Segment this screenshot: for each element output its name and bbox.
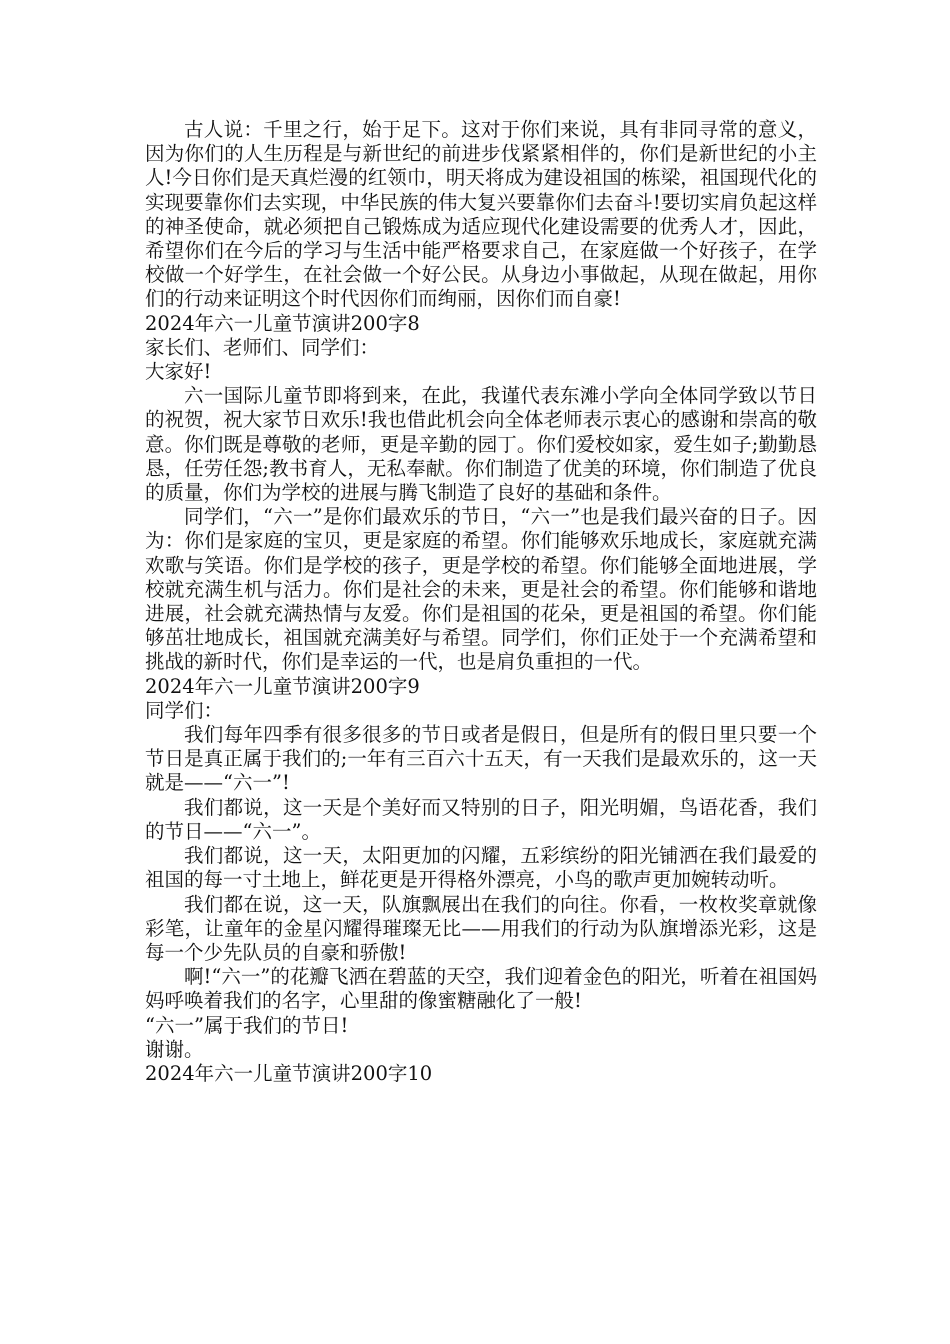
paragraph: 六一国际儿童节即将到来，在此，我谨代表东滩小学向全体同学致以节日的祝贺，祝大家节日欢乐!我也借此机会向全体老师表示衷心的感谢和崇高的敬意。你们既是尊敬的老师，更是辛勤的园丁。你们爱校如家，爱生如子;勤勤恳恳，任劳任怨;教书育人，无私奉献。你们制造了优美的环境，你们制造了优良的质量，你们为学校的进展与腾飞制造了良好的基础和条件。 bbox=[145, 384, 817, 505]
paragraph: 同学们，“六一”是你们最欢乐的节日，“六一”也是我们最兴奋的日子。因为：你们是家庭的宝贝，更是家庭的希望。你们能够欢乐地成长，家庭就充满欢歌与笑语。你们是学校的孩子，更是学校的希望。你们能够全面地进展，学校就充满生机与活力。你们是社会的未来，更是社会的希望。你们能够和谐地进展，社会就充满热情与友爱。你们是祖国的花朵，更是祖国的希望。你们能够茁壮地成长，祖国就充满美好与希望。同学们，你们正处于一个充满希望和挑战的新时代，你们是幸运的一代，也是肩负重担的一代。 bbox=[145, 505, 817, 674]
salutation: 大家好! bbox=[145, 360, 212, 384]
paragraph: 我们都在说，这一天，队旗飘展出在我们的向往。你看，一枚枚奖章就像彩笔，让童年的金星闪耀得璀璨无比——用我们的行动为队旗增添光彩，这是每一个少先队员的自豪和骄傲! bbox=[145, 892, 817, 964]
closing: 谢谢。 bbox=[145, 1037, 204, 1061]
document-body bbox=[145, 118, 817, 1086]
paragraph: 啊!“六一”的花瓣飞洒在碧蓝的天空，我们迎着金色的阳光，听着在祖国妈妈呼唤着我们的名字，心里甜的像蜜糖融化了一般! bbox=[145, 965, 817, 1013]
paragraph: 古人说：千里之行，始于足下。这对于你们来说，具有非同寻常的意义，因为你们的人生历程是与新世纪的前进步伐紧紧相伴的，你们是新世纪的小主人!今日你们是天真烂漫的红领巾，明天将成为建设祖国的栋梁，祖国现代化的实现要靠你们去实现，中华民族的伟大复兴要靠你们去奋斗!要切实肩负起这样的神圣使命，就必须把自己锻炼成为适应现代化建设需要的优秀人才，因此，希望你们在今后的学习与生活中能严格要求自己，在家庭做一个好孩子，在学校做一个好学生，在社会做一个好公民。从身边小事做起，从现在做起，用你们的行动来证明这个时代因你们而绚丽，因你们而自豪! bbox=[145, 118, 817, 311]
salutation: 同学们： bbox=[145, 698, 224, 722]
section-heading-8: 2024年六一儿童节演讲200字8 bbox=[145, 311, 420, 335]
paragraph: 我们都说，这一天是个美好而又特别的日子，阳光明媚，鸟语花香，我们的节日——“六一”。 bbox=[145, 795, 817, 843]
paragraph: “六一”属于我们的节日! bbox=[145, 1013, 349, 1037]
paragraph: 我们都说，这一天，太阳更加的闪耀，五彩缤纷的阳光铺洒在我们最爱的祖国的每一寸土地上，鲜花更是开得格外漂亮，小鸟的歌声更加婉转动听。 bbox=[145, 844, 817, 892]
salutation: 家长们、老师们、同学们： bbox=[145, 335, 380, 359]
section-heading-10: 2024年六一儿童节演讲200字10 bbox=[145, 1061, 433, 1085]
paragraph: 我们每年四季有很多很多的节日或者是假日，但是所有的假日里只要一个节日是真正属于我们的;一年有三百六十五天，有一天我们是最欢乐的，这一天就是——“六一”! bbox=[145, 723, 817, 795]
section-heading-9: 2024年六一儿童节演讲200字9 bbox=[145, 674, 420, 698]
